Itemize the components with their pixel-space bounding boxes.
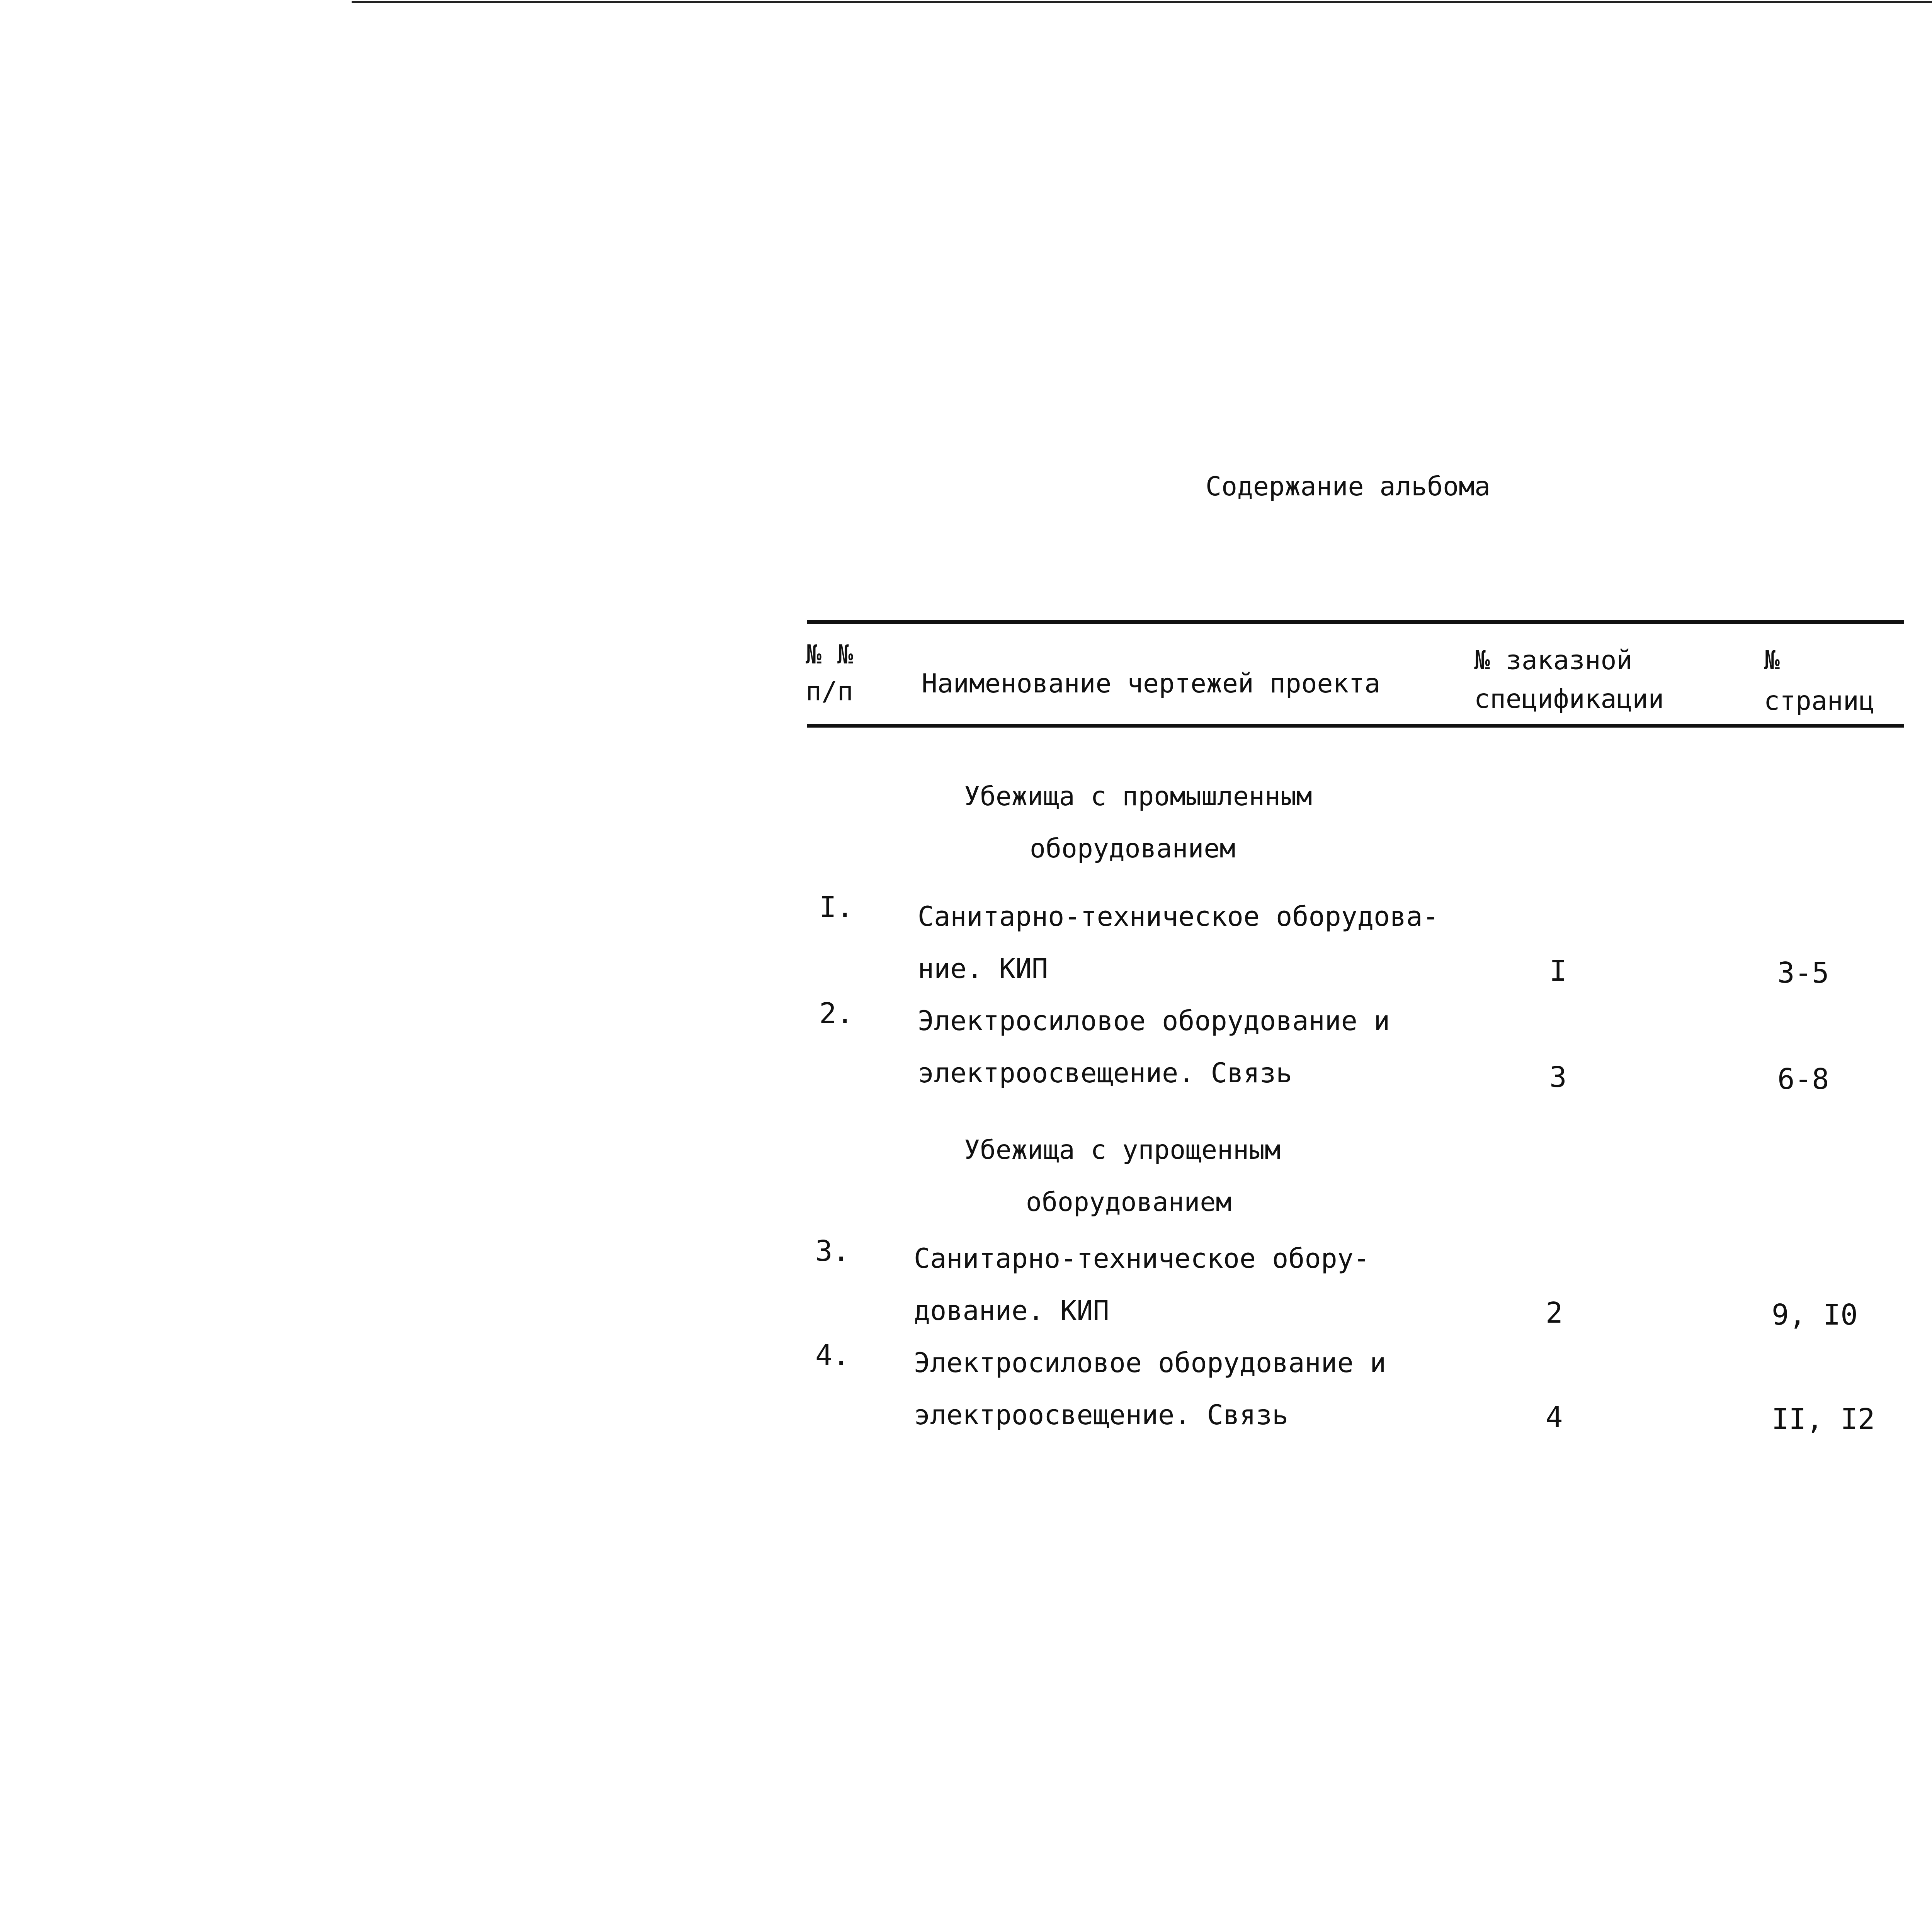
row-name-line1: Электросиловое оборудование и xyxy=(918,1005,1390,1037)
row-pages: II, I2 xyxy=(1772,1403,1875,1436)
header-num-line1: № № xyxy=(806,639,853,670)
scan-border-top xyxy=(352,1,1932,3)
section-title-line2: оборудованием xyxy=(1030,833,1236,864)
row-pages: 6-8 xyxy=(1777,1063,1829,1096)
row-pages: 3-5 xyxy=(1777,956,1829,990)
row-name-line1: Санитарно-техническое оборудова- xyxy=(918,901,1439,932)
row-pages: 9, I0 xyxy=(1772,1298,1858,1332)
header-num-line2: п/п xyxy=(806,676,853,707)
header-name: Наименование чертежей проекта xyxy=(922,668,1381,699)
row-name-line1: Санитарно-техническое обору- xyxy=(914,1243,1370,1274)
header-pages-line1: № xyxy=(1764,645,1780,676)
header-spec-line1: № заказной xyxy=(1474,645,1633,676)
row-number: 4. xyxy=(815,1339,850,1372)
row-spec: 3 xyxy=(1549,1061,1567,1094)
row-name-line2: электроосвещение. Связь xyxy=(914,1399,1289,1431)
section-title-line2: оборудованием xyxy=(1026,1187,1232,1218)
row-name-line2: дование. КИП xyxy=(914,1295,1109,1327)
row-number: I. xyxy=(819,891,854,924)
row-name-line2: электроосвещение. Связь xyxy=(918,1057,1293,1089)
row-spec: 4 xyxy=(1546,1401,1563,1434)
page-title: Содержание альбома xyxy=(1206,471,1490,502)
table-header-rule xyxy=(807,724,1904,728)
row-name-line1: Электросиловое оборудование и xyxy=(914,1347,1386,1379)
row-name-line2: ние. КИП xyxy=(918,953,1048,985)
section-title-line1: Убежища с промышленным xyxy=(964,781,1312,812)
table-top-rule xyxy=(807,620,1904,624)
header-pages-line2: страниц xyxy=(1764,686,1875,716)
row-number: 2. xyxy=(819,997,854,1030)
header-spec-line2: спецификации xyxy=(1474,684,1664,714)
row-spec: 2 xyxy=(1546,1296,1563,1330)
row-number: 3. xyxy=(815,1235,850,1268)
section-title-line1: Убежища с упрощенным xyxy=(964,1135,1281,1165)
row-spec: I xyxy=(1549,954,1567,988)
